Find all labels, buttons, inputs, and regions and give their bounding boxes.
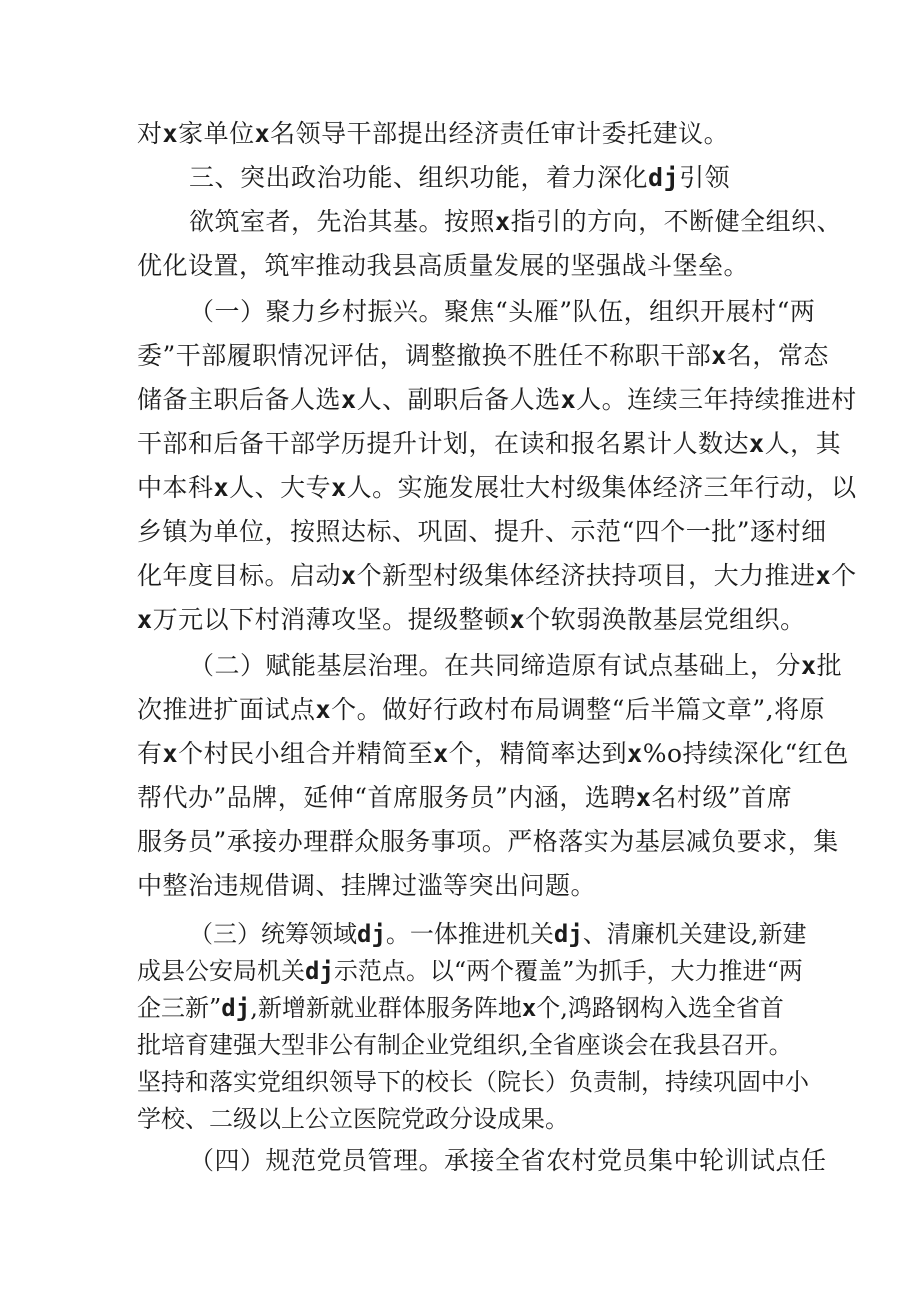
text-line-17: 服务员”承接办理群众服务事项。严格落实为基层减负要求，集 [137,827,839,856]
text-line-24: 学校、二级以上公立医院党政分设成果。 [137,1105,569,1133]
text-line-1: 对x家单位x名领导干部提出经济责任审计委托建议。 [137,119,730,148]
text-line-21: 企三新”dj,新增新就业群体服务阵地x个,鸿路钢构入选全省首 [137,994,784,1022]
text-line-14: 次推进扩面试点x个。做好行政村布局调整“后半篇文章”,将原 [137,695,826,724]
text-line-20: 成县公安局机关dj示范点。以“两个覆盖”为抓手，大力推进“两 [137,957,803,985]
text-line-16: 帮代办”品牌，延伸“首席服务员”内涵，选聘x名村级”首席 [137,783,793,812]
text-line-8: 干部和后备干部学历提升计划，在读和报名累计人数达x人，其 [137,429,842,458]
text-line-9: 中本科x人、大专x人。实施发展壮大村级集体经济三年行动，以 [137,473,857,502]
paragraph-1-heading: （一）聚力乡村振兴。聚焦“头雁”队伍，组织开展村“两 [189,297,816,326]
paragraph-3-heading: （三）统筹领域dj。一体推进机关dj、清廉机关建设,新建 [189,920,807,948]
text-line-7: 储备主职后备人选x人、副职后备人选x人。连续三年持续推进村 [137,385,857,414]
text-line-22: 批培育建强大型非公有制企业党组织,全省座谈会在我县召开。 [137,1031,793,1059]
text-line-15: 有x个村民小组合并精简至x个，精简率达到x%o持续深化“红色 [137,739,849,768]
text-line-23: 坚持和落实党组织领导下的校长（院长）负责制，持续巩固中小 [137,1068,809,1096]
text-line-18: 中整治违规借调、挂牌过滥等突出问题。 [137,871,597,900]
section-heading: 三、突出政治功能、组织功能，着力深化dj引领 [189,163,731,192]
text-line-4: 优化设置，筑牢推动我县高质量发展的坚强战斗堡垒。 [137,251,750,280]
text-line-11: 化年度目标。启动x个新型村级集体经济扶持项目，大力推进x个 [137,561,857,590]
text-line-6: 委”干部履职情况评估，调整撤换不胜任不称职干部x名，常态 [137,341,829,370]
paragraph-2-heading: （二）赋能基层治理。在共同缔造原有试点基础上，分x批 [189,651,843,680]
text-line-3: 欲筑室者，先治其基。按照x指引的方向，不断健全组织、 [189,207,843,236]
paragraph-4-heading: （四）规范党员管理。承接全省农村党员集中轮训试点任 [189,1146,827,1175]
text-line-12: x万元以下村消薄攻坚。提级整顿x个软弱涣散基层党组织。 [137,605,806,634]
text-line-10: 乡镇为单位，按照达标、巩固、提升、示范“四个一批”逐村细 [137,517,827,546]
